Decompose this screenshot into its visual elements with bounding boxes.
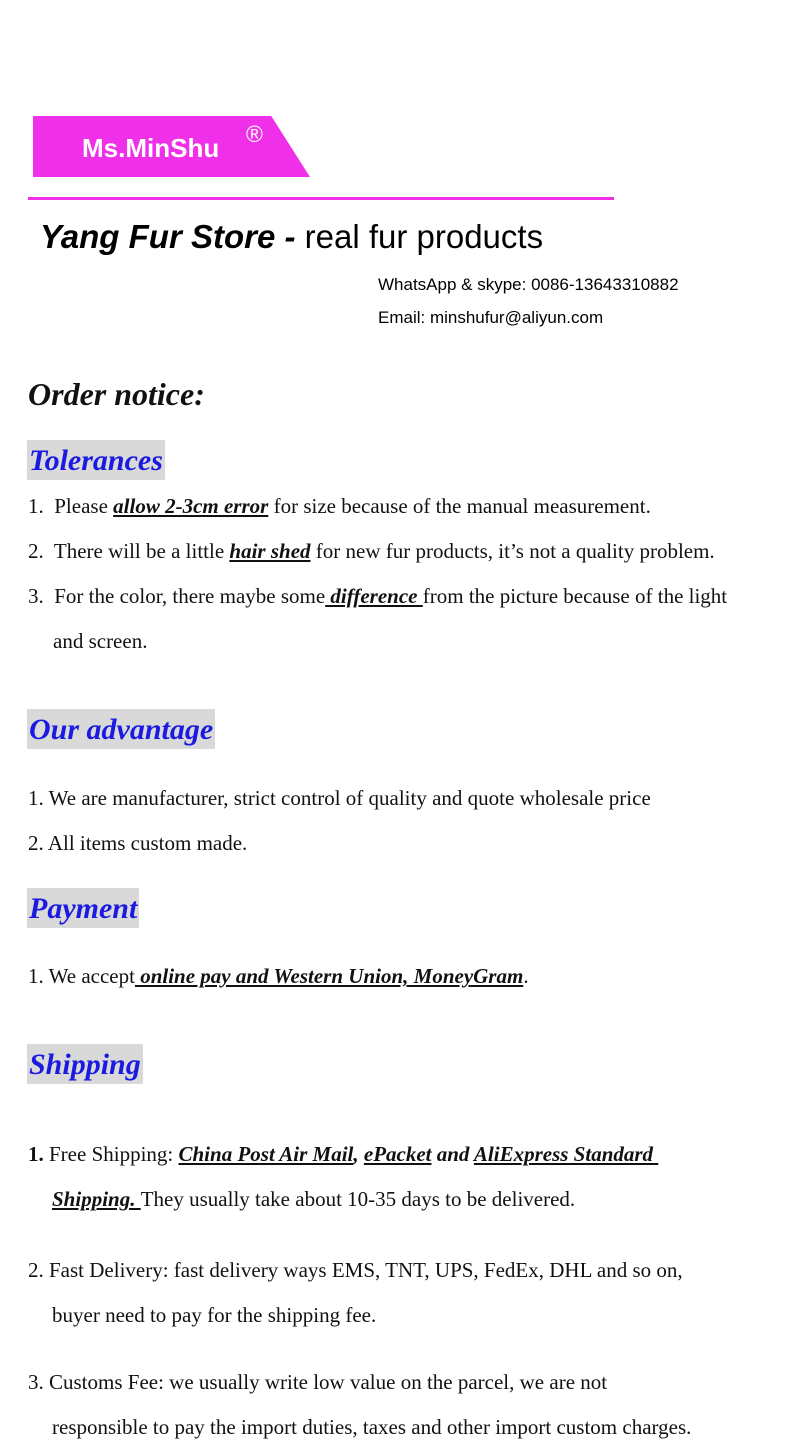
shipping-item-1: 1. Free Shipping: China Post Air Mail, ePacket and AliExpress Standard: [28, 1142, 659, 1166]
store-name: Yang Fur Store -: [40, 218, 296, 255]
email-contact: Email: minshufur@aliyun.com: [378, 308, 604, 327]
payment-item-1: 1. We accept online pay and Western Union, MoneyGram.: [28, 964, 529, 988]
advantage-item-2: 2. All items custom made.: [28, 831, 248, 855]
whatsapp-contact: WhatsApp & skype: 0086-13643310882: [378, 275, 679, 294]
store-tagline: real fur products: [295, 218, 544, 255]
shipping-item-3: 3. Customs Fee: we usually write low value on the parcel, we are not: [28, 1370, 608, 1394]
order-notice-title: Order notice:: [28, 376, 205, 412]
advantage-heading: Our advantage: [27, 709, 215, 749]
registered-mark: ®: [246, 121, 263, 147]
tolerances-heading: Tolerances: [27, 440, 165, 480]
shipping-item-1-cont: Shipping. They usually take about 10-35 days to be delivered.: [52, 1187, 576, 1211]
tolerance-item-2: 2. There will be a little hair shed for new fur products, it’s not a quality problem.: [28, 539, 715, 563]
store-title: [40, 218, 543, 256]
shipping-item-2: 2. Fast Delivery: fast delivery ways EMS, TNT, UPS, FedEx, DHL and so on,: [28, 1258, 683, 1282]
tolerance-item-1: 1. Please allow 2-3cm error for size because of the manual measurement.: [28, 494, 651, 518]
tolerance-item-3-cont: and screen.: [53, 629, 148, 653]
shipping-item-3-cont: responsible to pay the import duties, taxes and other import custom charges.: [52, 1415, 692, 1439]
payment-heading: Payment: [27, 888, 139, 928]
header-divider: [28, 197, 614, 200]
advantage-item-1: 1. We are manufacturer, strict control of quality and quote wholesale price: [28, 786, 651, 810]
tolerance-item-3: 3. For the color, there maybe some difference from the picture because of the light: [28, 584, 728, 608]
shipping-heading: Shipping: [27, 1044, 143, 1084]
brand-logo: Ms.MinShu: [82, 133, 220, 163]
shipping-item-2-cont: buyer need to pay for the shipping fee.: [52, 1303, 377, 1327]
